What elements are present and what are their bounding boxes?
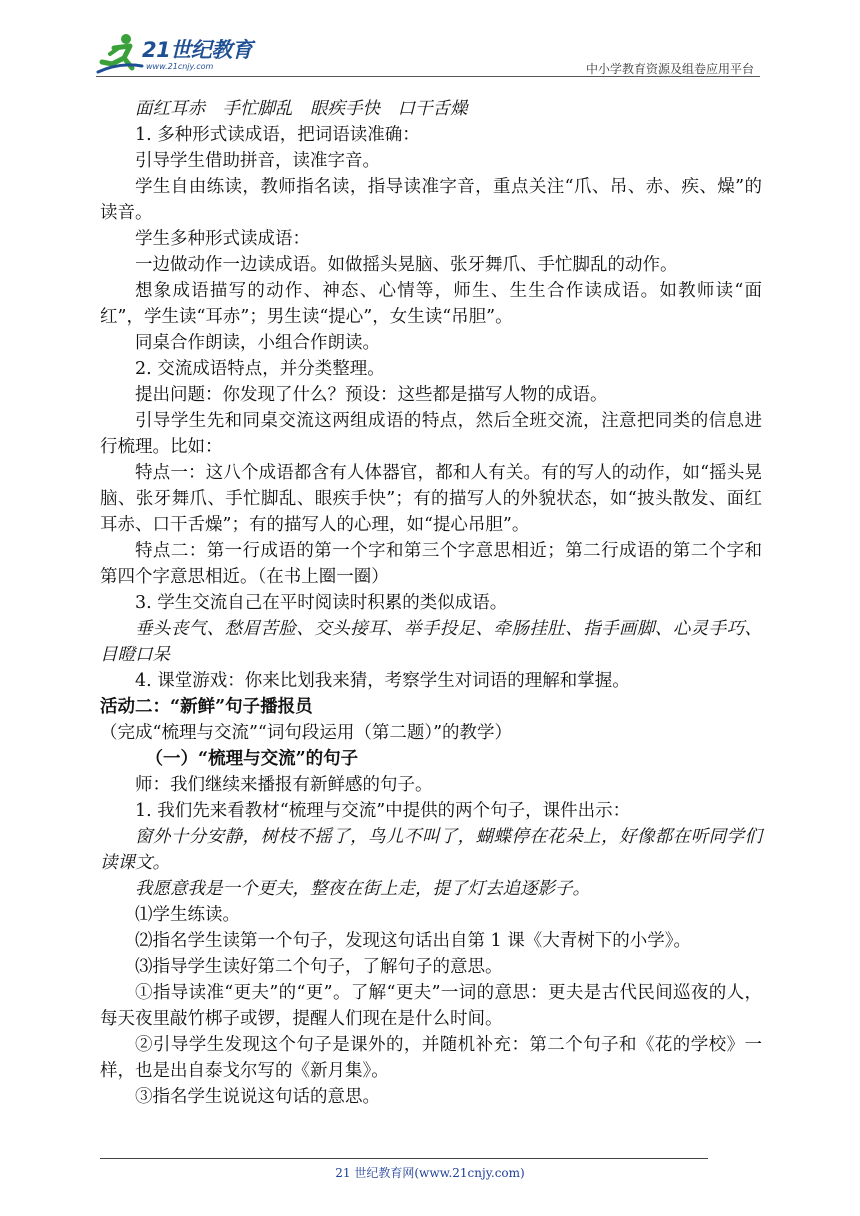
quoted-sentence: 我愿意我是一个更夫，整夜在街上走，提了灯去追逐影子。 (135, 879, 590, 899)
header-divider (96, 76, 760, 77)
paragraph: 学生多种形式读成语： (135, 229, 310, 249)
paragraph: 2. 交流成语特点，并分类整理。 (135, 359, 385, 379)
runner-icon (96, 32, 144, 76)
header-tagline: 中小学教育资源及组卷应用平台 (585, 62, 754, 76)
idiom-list: 垂头丧气、愁眉苦脸、交头接耳、举手投足、牵肠挂肚、指手画脚、心灵手巧、目瞪口呆 (100, 619, 762, 665)
paragraph: 引导学生先和同桌交流这两组成语的特点，然后全班交流，注意把同类的信息进行梳理。比如： (100, 411, 762, 457)
footer-link[interactable]: 21 世纪教育网(www.21cnjy.com) (335, 1166, 525, 1180)
footer-divider (100, 1158, 708, 1159)
paragraph: 师：我们继续来播报有新鲜感的句子。 (135, 775, 433, 795)
paragraph: （完成“梳理与交流”“词句段运用（第二题）”的教学） (100, 723, 513, 743)
paragraph: 1. 多种形式读成语，把词语读准确： (135, 125, 420, 145)
document-body (100, 96, 762, 1110)
quoted-sentence: 窗外十分安静，树枝不摇了，鸟儿不叫了，蝴蝶停在花朵上，好像都在听同学们读课文。 (100, 827, 762, 873)
idioms-line: 面红耳赤 手忙脚乱 眼疾手快 口干舌燥 (135, 99, 468, 119)
paragraph: 想象成语描写的动作、神态、心情等，师生、生生合作读成语。如教师读“面红”，学生读“耳赤”；男生读“提心”，女生读“吊胆”。 (100, 281, 762, 327)
paragraph: ③指名学生说说这句话的意思。 (135, 1087, 380, 1107)
paragraph: 同桌合作朗读，小组合作朗读。 (135, 333, 380, 353)
paragraph: 1. 我们先来看教材“梳理与交流”中提供的两个句子，课件出示： (135, 801, 631, 821)
paragraph: 特点二：第一行成语的第一个字和第三个字意思相近；第二行成语的第二个字和第四个字意思相近。（在书上圈一圈） (100, 541, 762, 587)
paragraph: ②引导学生发现这个句子是课外的，并随机补充：第二个句子和《花的学校》一样，也是出自泰戈尔写的《新月集》。 (100, 1035, 762, 1081)
paragraph: 一边做动作一边读成语。如做摇头晃脑、张牙舞爪、手忙脚乱的动作。 (135, 255, 678, 275)
site-logo[interactable] (96, 32, 266, 78)
paragraph: ⑵指名学生读第一个句子，发现这句话出自第 1 课《大青树下的小学》。 (135, 931, 692, 951)
subsection-heading: （一）“梳理与交流”的句子 (145, 749, 359, 769)
paragraph: 学生自由练读，教师指名读，指导读准字音，重点关注“爪、吊、赤、疾、燥”的读音。 (100, 177, 762, 223)
logo-text: 21世纪教育 (142, 38, 253, 62)
paragraph: 3. 学生交流自己在平时阅读时积累的类似成语。 (135, 593, 508, 613)
paragraph: ⑴学生练读。 (135, 905, 240, 925)
paragraph: ①指导读准“更夫”的“更”。了解“更夫”一词的意思：更夫是古代民间巡夜的人，每天夜里敲竹梆子或锣，提醒人们现在是什么时间。 (100, 983, 762, 1029)
paragraph: 引导学生借助拼音，读准字音。 (135, 151, 380, 171)
paragraph: 4. 课堂游戏：你来比划我来猜，考察学生对词语的理解和掌握。 (135, 671, 630, 691)
logo-url: www.21cnjy.com (146, 62, 214, 71)
section-heading: 活动二：“新鲜”句子播报员 (100, 697, 313, 717)
paragraph: 提出问题：你发现了什么？预设：这些都是描写人物的成语。 (135, 385, 608, 405)
paragraph: 特点一：这八个成语都含有人体器官，都和人有关。有的写人的动作，如“摇头晃脑、张牙舞爪、手忙脚乱、眼疾手快”；有的描写人的外貌状态，如“披头散发、面红耳赤、口干舌燥”；有的描写人的心理，如“提心吊胆”。 (100, 463, 762, 535)
page-header (0, 0, 860, 80)
paragraph: ⑶指导学生读好第二个句子，了解句子的意思。 (135, 957, 503, 977)
